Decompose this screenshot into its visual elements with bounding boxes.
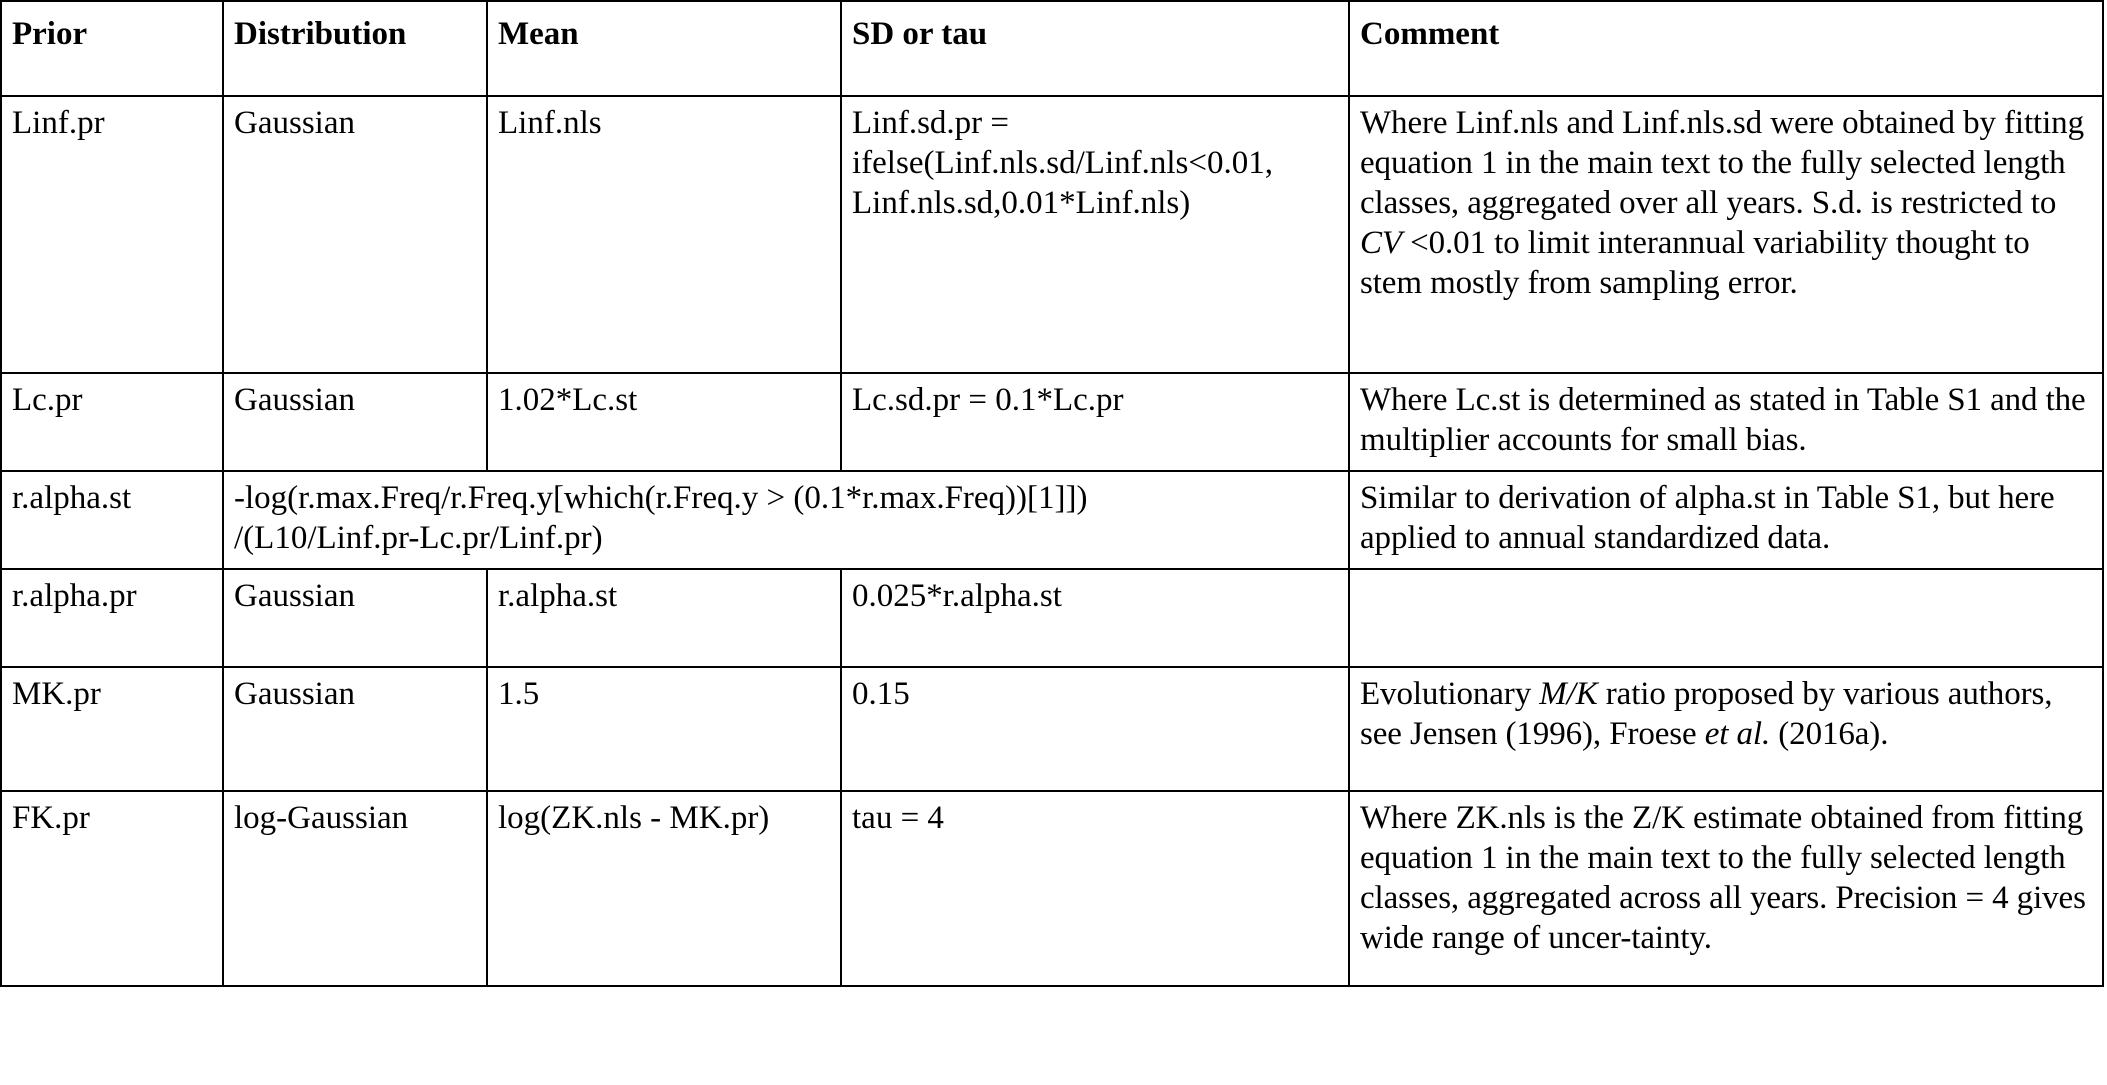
header-comment: Comment — [1349, 1, 2103, 96]
cell-sd: tau = 4 — [841, 791, 1349, 986]
cell-distribution: Gaussian — [223, 373, 487, 471]
sd-line: ifelse(Linf.nls.sd/Linf.nls<0.01, — [852, 145, 1273, 181]
table-row-lc — [1, 373, 2103, 471]
table-row-linf — [1, 96, 2103, 373]
mk-term: M/K — [1539, 676, 1598, 712]
sd-line: Linf.sd.pr = — [852, 105, 1010, 141]
cell-sd: 0.025*r.alpha.st — [841, 569, 1349, 667]
cell-mean: log(ZK.nls - MK.pr) — [487, 791, 841, 986]
header-prior: Prior — [1, 1, 223, 96]
cell-prior: FK.pr — [1, 791, 223, 986]
cell-distribution: log-Gaussian — [223, 791, 487, 986]
cell-sd: 0.15 — [841, 667, 1349, 791]
formula-line: -log(r.max.Freq/r.Freq.y[which(r.Freq.y > (0.1*r.max.Freq))[1]]) — [234, 480, 1088, 516]
cell-distribution: Gaussian — [223, 667, 487, 791]
comment-text: Evolutionary — [1360, 676, 1540, 712]
table-row-ralpha-pr — [1, 569, 2103, 667]
header-sd-or-tau: SD or tau — [841, 1, 1349, 96]
table-row-ralpha-st — [1, 471, 2103, 569]
header-row — [1, 1, 2103, 96]
cell-comment — [1349, 96, 2103, 373]
cell-mean: 1.5 — [487, 667, 841, 791]
cell-formula — [223, 471, 1349, 569]
comment-text: (2016a). — [1770, 716, 1889, 752]
cell-comment: Where ZK.nls is the Z/K estimate obtained from fitting equation 1 in the main text to the fully selected length classes, aggregated across all years. Precision = 4 gives wide range of uncer-tainty. — [1349, 791, 2103, 986]
cell-mean: 1.02*Lc.st — [487, 373, 841, 471]
cell-distribution: Gaussian — [223, 569, 487, 667]
cell-comment: Similar to derivation of alpha.st in Table S1, but here applied to annual standardized data. — [1349, 471, 2103, 569]
cell-sd — [841, 96, 1349, 373]
cv-term: CV — [1360, 225, 1402, 261]
comment-text: ratio proposed by various authors, see Jensen (1996), Froese — [1360, 676, 2053, 752]
comment-text: Where Linf.nls and Linf.nls.sd were obtained by fitting equation 1 in the main text to the fully selected length classes, aggregated over all years. S.d. is restricted to — [1360, 105, 2084, 221]
cell-sd: Lc.sd.pr = 0.1*Lc.pr — [841, 373, 1349, 471]
cell-prior: r.alpha.pr — [1, 569, 223, 667]
table-row-fk — [1, 791, 2103, 986]
cell-prior: MK.pr — [1, 667, 223, 791]
cell-prior: r.alpha.st — [1, 471, 223, 569]
et-al-term: et al. — [1704, 716, 1771, 752]
cell-comment — [1349, 569, 2103, 667]
table-row-mk — [1, 667, 2103, 791]
sd-line: Linf.nls.sd,0.01*Linf.nls) — [852, 185, 1191, 221]
header-distribution: Distribution — [223, 1, 487, 96]
cell-mean: r.alpha.st — [487, 569, 841, 667]
cell-mean: Linf.nls — [487, 96, 841, 373]
cell-prior: Lc.pr — [1, 373, 223, 471]
cell-distribution: Gaussian — [223, 96, 487, 373]
cell-comment — [1349, 667, 2103, 791]
formula-line: /(L10/Linf.pr-Lc.pr/Linf.pr) — [234, 520, 603, 556]
header-mean: Mean — [487, 1, 841, 96]
comment-text: <0.01 to limit interannual variability thought to stem mostly from sampling error. — [1360, 225, 2030, 301]
cell-prior: Linf.pr — [1, 96, 223, 373]
cell-comment: Where Lc.st is determined as stated in Table S1 and the multiplier accounts for small bias. — [1349, 373, 2103, 471]
